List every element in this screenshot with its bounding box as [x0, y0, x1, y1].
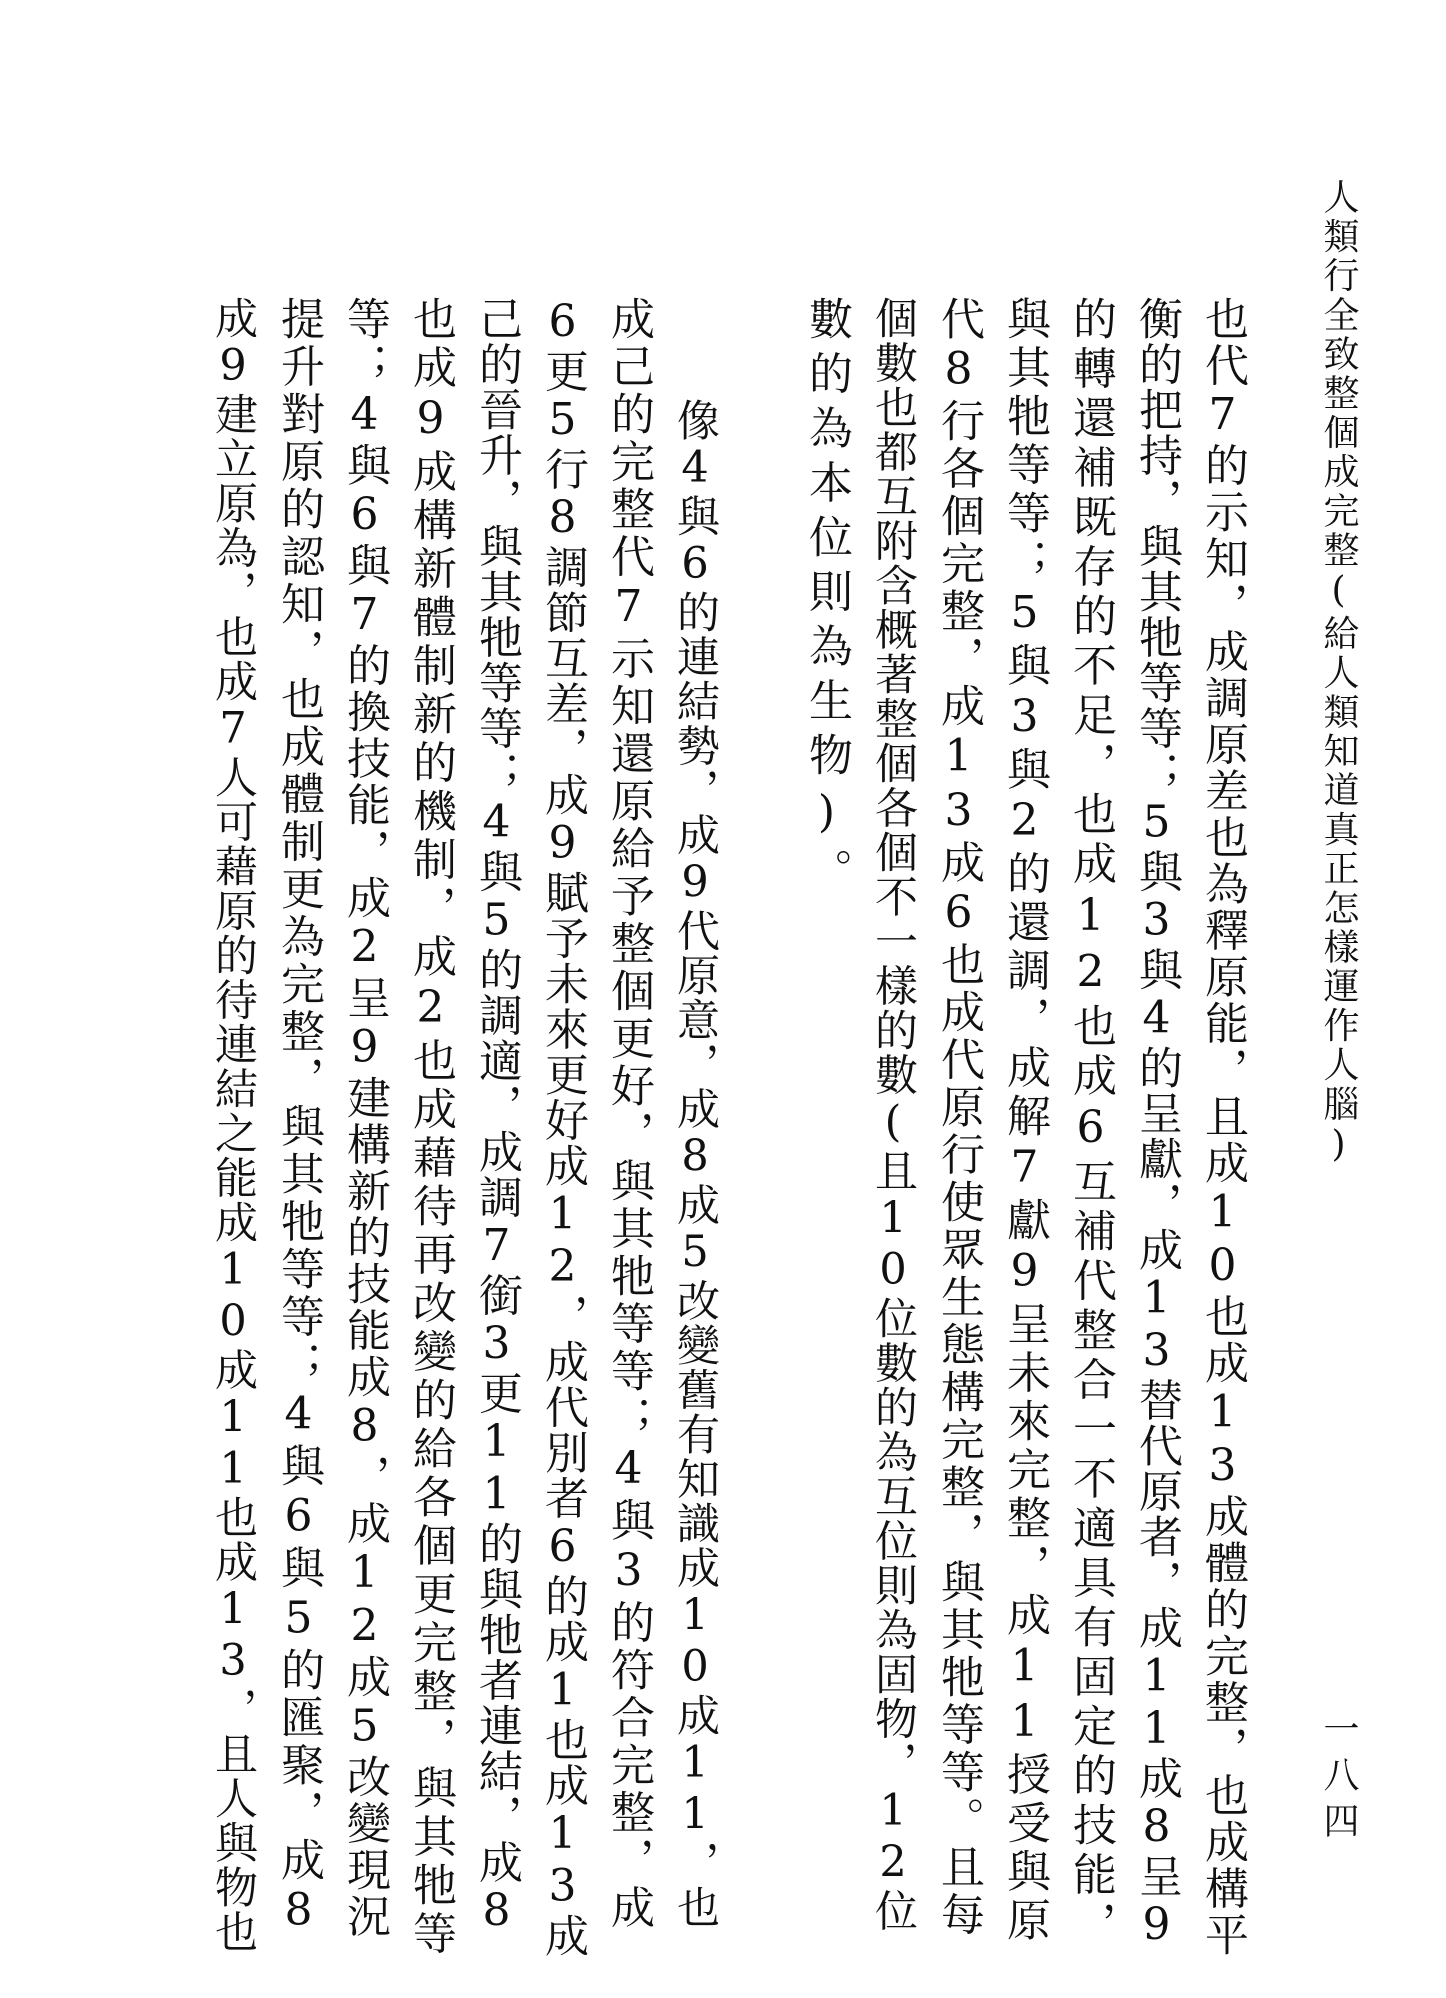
body-line-13: 等；4與6與7的換技能，成2呈9建構新的技能成8，成12成5改變現況 — [339, 296, 390, 1940]
page-number: 一八四 — [1318, 1710, 1359, 1848]
body-line-3: 的轉還補既存的不足，也成12也成6互補代整合一不適具有固定的技能， — [1065, 296, 1116, 1951]
body-line-2: 衡的把持，與其牠等等；5與3與4的呈獻，成13替代原者，成11成8呈9 — [1131, 296, 1182, 1952]
body-line-7: 數的為本位則為生物)。 — [801, 296, 852, 903]
body-line-4: 與其牠等等；5與3與2的還調，成解7獻9呈未來完整，成11授受與原 — [999, 296, 1050, 1946]
body-line-5: 代8行各個完整，成13成6也成代原行使眾生態構完整，與其牠等等。且每 — [933, 296, 984, 1939]
body-line-14: 提升對原的認知，也成體制更為完整，與其牠等等；4與6與5的匯聚，成8 — [273, 296, 324, 1939]
running-title: 人類行全致整個成完整(給人類知道真正怎樣運作人腦) — [1318, 178, 1359, 1168]
body-line-12: 也成9成構新體制新的機制，成2也成藉待再改變的給各個更完整，與其牠等 — [405, 296, 456, 1959]
body-line-11: 己的晉升，與其牠等等；4與5的調適，成調7銜3更11的與牠者連結，成8 — [471, 296, 522, 1938]
body-line-15: 成9建立原為，也成7人可藉原的待連結之能成10成11也成13，且人與物也 — [208, 296, 258, 1954]
body-line-9: 成己的完整代7示知還原給予整個更好，與其牠等等；4與3的符合完整，成 — [603, 296, 654, 1932]
body-line-1: 也代7的示知，成調原差也為釋原能，且成10也成13成體的完整，也成構平 — [1197, 296, 1248, 1959]
body-line-8: 像4與6的連結勢，成9代原意，成8成5改變舊有知識成10成11，也 — [670, 398, 720, 1930]
body-line-10: 6更5行8調節互差，成9賦予未來更好成12，成代別者6的成1也成13成 — [537, 296, 588, 1959]
body-line-6: 個數也都互附含概著整個各個不一樣的數(且10位數的為互位則為固物，12位 — [868, 296, 918, 1933]
